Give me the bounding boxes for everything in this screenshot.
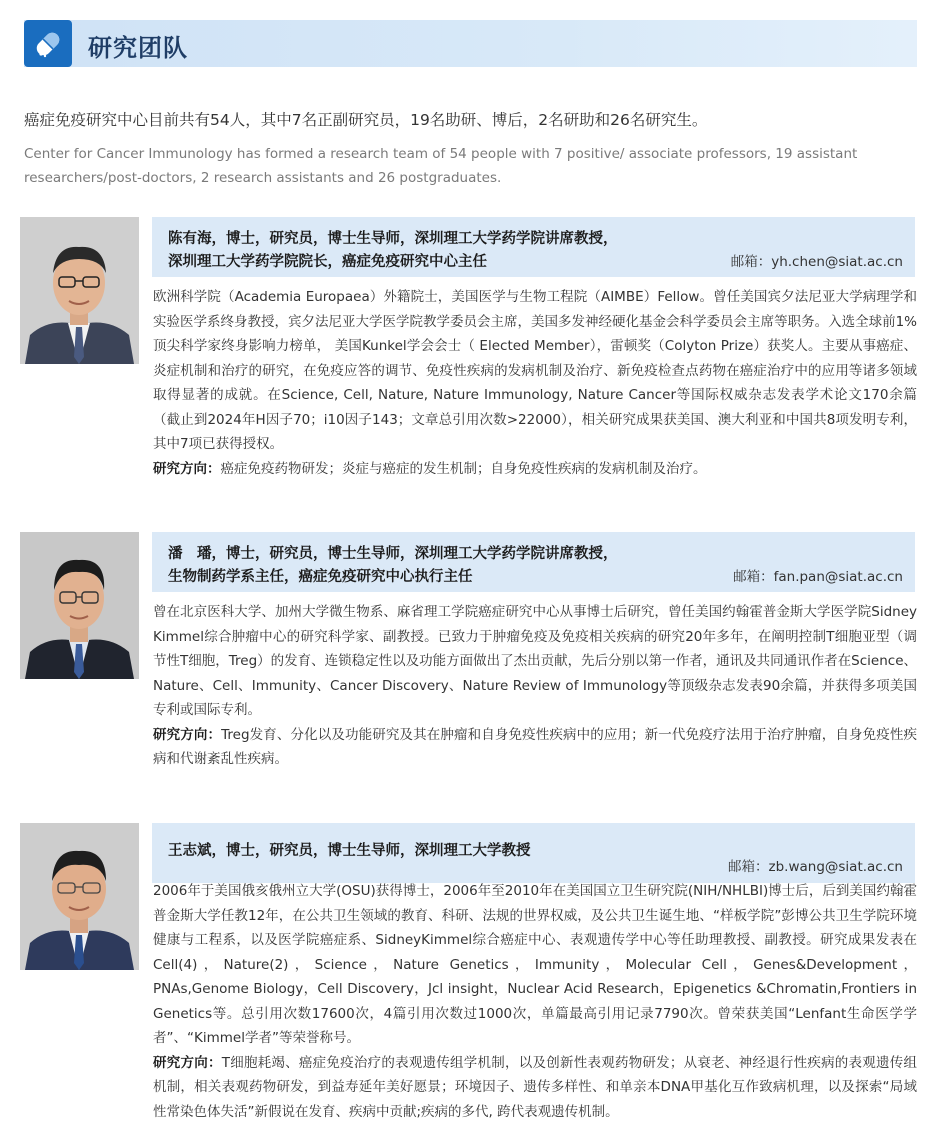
bio-text xyxy=(153,285,917,481)
section-header xyxy=(24,20,917,67)
name-title-box xyxy=(152,823,915,883)
direction-text: Treg发育、分化以及功能研究及其在肿瘤和自身免疫性疾病中的应用；新一代免疫疗法用于治疗肿瘤，自身免疫性疾病和代谢紊乱性疾病。 xyxy=(153,726,918,767)
bio-paragraph: 欧洲科学院（Academia Europaea）外籍院士，美国医学与生物工程院（AIMBE）Fellow。曾任美国宾夕法尼亚大学病理学和实验医学系终身教授，宾夕法尼亚大学医学院教学委员会主席，美国多发神经硬化基金会科学委员会主席等职务。入选全球前1%顶尖科学家终身影响力榜单， 美国Kunkel学会会士（ Elected Member），雷顿奖（Colyton Prize）获奖人。主要从事癌症、炎症机制和治疗的研究，在免疫应答的调节、免疫性疾病的发病机制及治疗、新免疫检查点药物在癌症治疗中的应用等诸多领域取得显著的成就。在Science, Cell, Nature, Nature Immunology, Nature Cancer等国际权威杂志发表学术论文170余篇（截止到2024年H因子70；i10因子143；文章总引用次数>22000），相关研究成果获美国、澳大利亚和中国共8项发明专利，其中7项已获得授权。 xyxy=(153,289,917,452)
intro-chinese: 癌症免疫研究中心目前共有54人，其中7名正副研究员，19名助研、博后，2名研助和26名研究生。 xyxy=(24,111,708,129)
name-title-line2: 生物制药学系主任，癌症免疫研究中心执行主任 xyxy=(168,569,473,585)
direction-label: 研究方向： xyxy=(153,460,221,477)
name-title-line1: 王志斌，博士，研究员，博士生导师，深圳理工大学教授 xyxy=(168,843,531,859)
direction-text: T细胞耗竭、癌症免疫治疗的表观遗传组学机制，以及创新性表观药物研发；从衰老、神经退行性疾病的表观遗传组机制，相关表观药物研发，到益寿延年美好愿景；环境因子、遗传多样性、和单亲本DNA甲基化互作致病机理，以及探索“局域性常染色体失活”新假说在发育、疾病中贡献;疾病的多代, 跨代表观遗传机制。 xyxy=(153,1054,918,1120)
research-direction xyxy=(153,1051,917,1125)
bio-text xyxy=(153,600,917,772)
research-direction xyxy=(153,723,917,772)
portrait-photo xyxy=(20,217,139,364)
bio-text xyxy=(153,879,917,1124)
email-address[interactable]: 邮箱：zb.wang@siat.ac.cn xyxy=(728,859,903,875)
section-title: 研究团队 xyxy=(88,34,188,62)
direction-label: 研究方向： xyxy=(153,726,222,743)
portrait-photo xyxy=(20,823,139,970)
name-title-box xyxy=(152,217,915,277)
name-title-line2: 深圳理工大学药学院院长，癌症免疫研究中心主任 xyxy=(168,254,487,270)
bio-paragraph: 曾在北京医科大学、加州大学微生物系、麻省理工学院癌症研究中心从事博士后研究，曾任美国约翰霍普金斯大学医学院Sidney Kimmel综合肿瘤中心的研究科学家、副教授。已致力于肿瘤免疫及免疫相关疾病的研究20年多年，在阐明控制T细胞亚型（调节性T细胞，Treg）的发育、连锁稳定性以及功能方面做出了杰出贡献，先后分别以第一作者，通讯及共同通讯作者在Science、Nature、Cell、Immunity、Cancer Discovery、Nature Review of Immunology等顶级杂志发表90余篇，并获得多项美国专利或国际专利。 xyxy=(153,604,917,718)
name-title-line1: 陈有海，博士，研究员，博士生导师，深圳理工大学药学院讲席教授， xyxy=(168,231,618,247)
bio-paragraph: 2006年于美国俄亥俄州立大学(OSU)获得博士，2006年至2010年在美国国立卫生研究院(NIH/NHLBI)博士后，后到美国约翰霍普金斯大学任教12年，在公共卫生领域的教育、科研、法规的世界权威，及公共卫生诞生地、“样板学院”彭博公共卫生学院环境健康与工程系，以及医学院癌症系、SidneyKimmel综合癌症中心、表观遗传学中心等任助理教授、副教授。研究成果发表在Cell(4)，Nature(2)，Science，Nature Genetics，Immunity，Molecular Cell，Genes&Development，PNAs,Genome Biology，Cell Discovery，Jcl insight，Nuclear Acid Research，Epigenetics &Chromatin,Frontiers in Genetics等。总引用次数17600次，4篇引用次数过1000次，单篇最高引用记录7790次。曾荣获美国“Lenfant生命医学学者”、“Kimmel学者”等荣誉称号。 xyxy=(153,883,917,1046)
name-title-line1: 潘 璠，博士，研究员，博士生导师，深圳理工大学药学院讲席教授， xyxy=(168,546,618,562)
email-address[interactable]: 邮箱：yh.chen@siat.ac.cn xyxy=(730,254,903,270)
research-direction xyxy=(153,457,917,482)
direction-label: 研究方向： xyxy=(153,1054,222,1071)
name-title-box xyxy=(152,532,915,592)
portrait-photo xyxy=(20,532,139,679)
direction-text: 癌症免疫药物研发；炎症与癌症的发生机制；自身免疫性疾病的发病机制及治疗。 xyxy=(220,460,707,477)
intro-english: Center for Cancer Immunology has formed a research team of 54 people with 7 positive/ associate professors, 19 assistant researchers/post-doctors, 2 research assistants and 26 postgraduates. xyxy=(24,146,858,186)
email-address[interactable]: 邮箱：fan.pan@siat.ac.cn xyxy=(733,569,903,585)
capsule-pill-icon xyxy=(24,20,72,67)
